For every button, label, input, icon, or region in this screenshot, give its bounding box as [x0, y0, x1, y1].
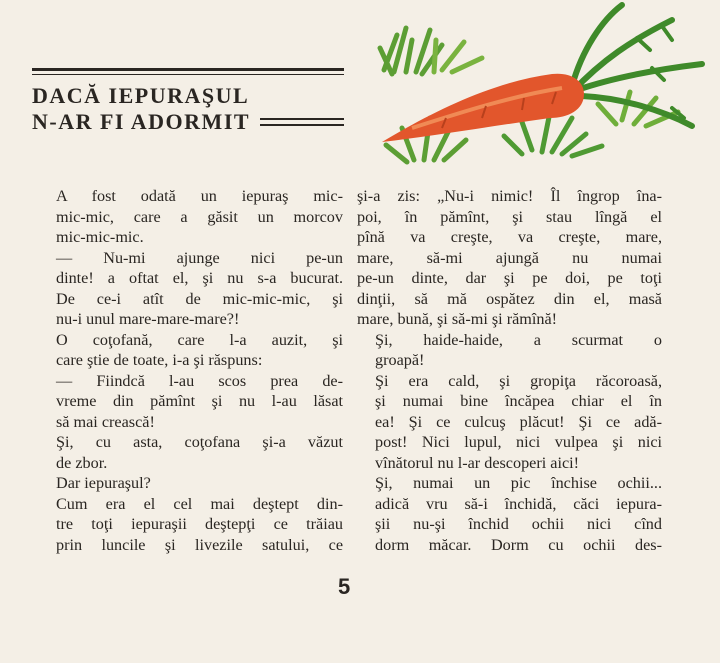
paragraph: [38, 330, 343, 371]
text-line: prin luncile şi livezile satului, ce: [56, 535, 343, 554]
title-row2: [32, 109, 344, 135]
text-line: mare, să-mi ajungă nu numai: [357, 248, 662, 267]
text-line: nu-i unul mare-mare-mare?!: [56, 310, 240, 328]
text-line: care ştie de toate, i-a şi răspuns:: [56, 351, 263, 369]
text-line: mare, bună, şi să-mi şi rămînă!: [357, 310, 558, 328]
text-line: mic-mic, care a găsit un morcov: [56, 207, 343, 226]
text-column-right: [357, 186, 662, 555]
paragraph: [38, 432, 343, 473]
paragraph: [357, 473, 662, 555]
text-line: — Nu-mi ajunge nici pe-un: [56, 248, 343, 267]
text-line: Şi, numai un pic închise ochii...: [375, 474, 662, 492]
paragraph: [38, 371, 343, 433]
paragraph: [38, 473, 343, 494]
text-line: O coţofană, care l-a auzit, şi: [56, 330, 343, 349]
paragraph: [357, 186, 662, 330]
text-line: dinte! a oftat el, şi nu s-a bucurat.: [56, 269, 343, 287]
text-line: poi, în pămînt, şi stau lîngă el: [357, 207, 662, 226]
story-title-line1: DACĂ IEPURAŞUL: [32, 83, 250, 108]
paragraph: [38, 186, 343, 248]
title-top-rule: [32, 68, 344, 71]
text-line: tre toţi iepuraşii deştepţi ce trăiau: [56, 515, 343, 533]
text-line: pe-un dinte, dar şi pe doi, pe toţi: [357, 269, 662, 287]
text-line: post! Nici lupul, nici vulpea şi nici: [375, 433, 662, 451]
text-line: şii nu-şi închid ochii nici cînd: [375, 515, 662, 533]
title-side-rule: [260, 118, 344, 126]
text-line: de zbor.: [56, 453, 108, 472]
text-line: Cum era el cel mai deştept din-: [56, 494, 343, 513]
paragraph: [357, 371, 662, 474]
text-line: să mai crească!: [56, 412, 155, 431]
text-line: A fost odată un iepuraş mic-: [56, 187, 343, 205]
carrot-illustration-icon: [372, 0, 720, 182]
title-top-rule-thin: [32, 74, 344, 75]
text-line: pînă va creşte, va creşte, mare,: [357, 228, 662, 246]
text-line: Şi, cu asta, coţofana şi-a văzut: [56, 433, 343, 451]
text-line: Şi era cald, şi gropiţa răcoroasă,: [375, 371, 662, 390]
story-title-line2: N-AR FI ADORMIT: [32, 109, 251, 134]
paragraph: [38, 494, 343, 556]
title-block: [32, 68, 344, 135]
text-line: — Fiindcă l-au scos prea de-: [56, 371, 343, 390]
paragraph: [357, 330, 662, 371]
text-line: Şi, haide-haide, a scurmat o: [375, 330, 662, 349]
text-line: De ce-i atît de mic-mic-mic, şi: [56, 289, 343, 308]
text-line: vreme din pămînt şi nu l-au lăsat: [56, 392, 343, 410]
text-line: dorm măcar. Dorm cu ochii des-: [375, 535, 662, 554]
paragraph: [38, 248, 343, 330]
text-line: dinţii, să mă ospătez din el, masă: [357, 289, 662, 308]
text-line: Dar iepuraşul?: [56, 474, 151, 492]
text-line: şi numai bine încăpea chiar el în: [375, 392, 662, 410]
text-line: vînătorul nu l-ar descoperi aici!: [375, 453, 580, 472]
text-line: şi-a zis: „Nu-i nimic! Îl îngrop îna-: [357, 187, 662, 205]
page-number: 5: [338, 574, 351, 599]
text-line: ea! Şi ce culcuş plăcut! Şi ce adă-: [375, 412, 662, 431]
text-line: mic-mic-mic.: [56, 228, 144, 246]
text-column-left: [38, 186, 343, 555]
text-line: adică vru să-i închidă, căci iepura-: [375, 494, 662, 513]
text-line: groapă!: [375, 351, 425, 369]
